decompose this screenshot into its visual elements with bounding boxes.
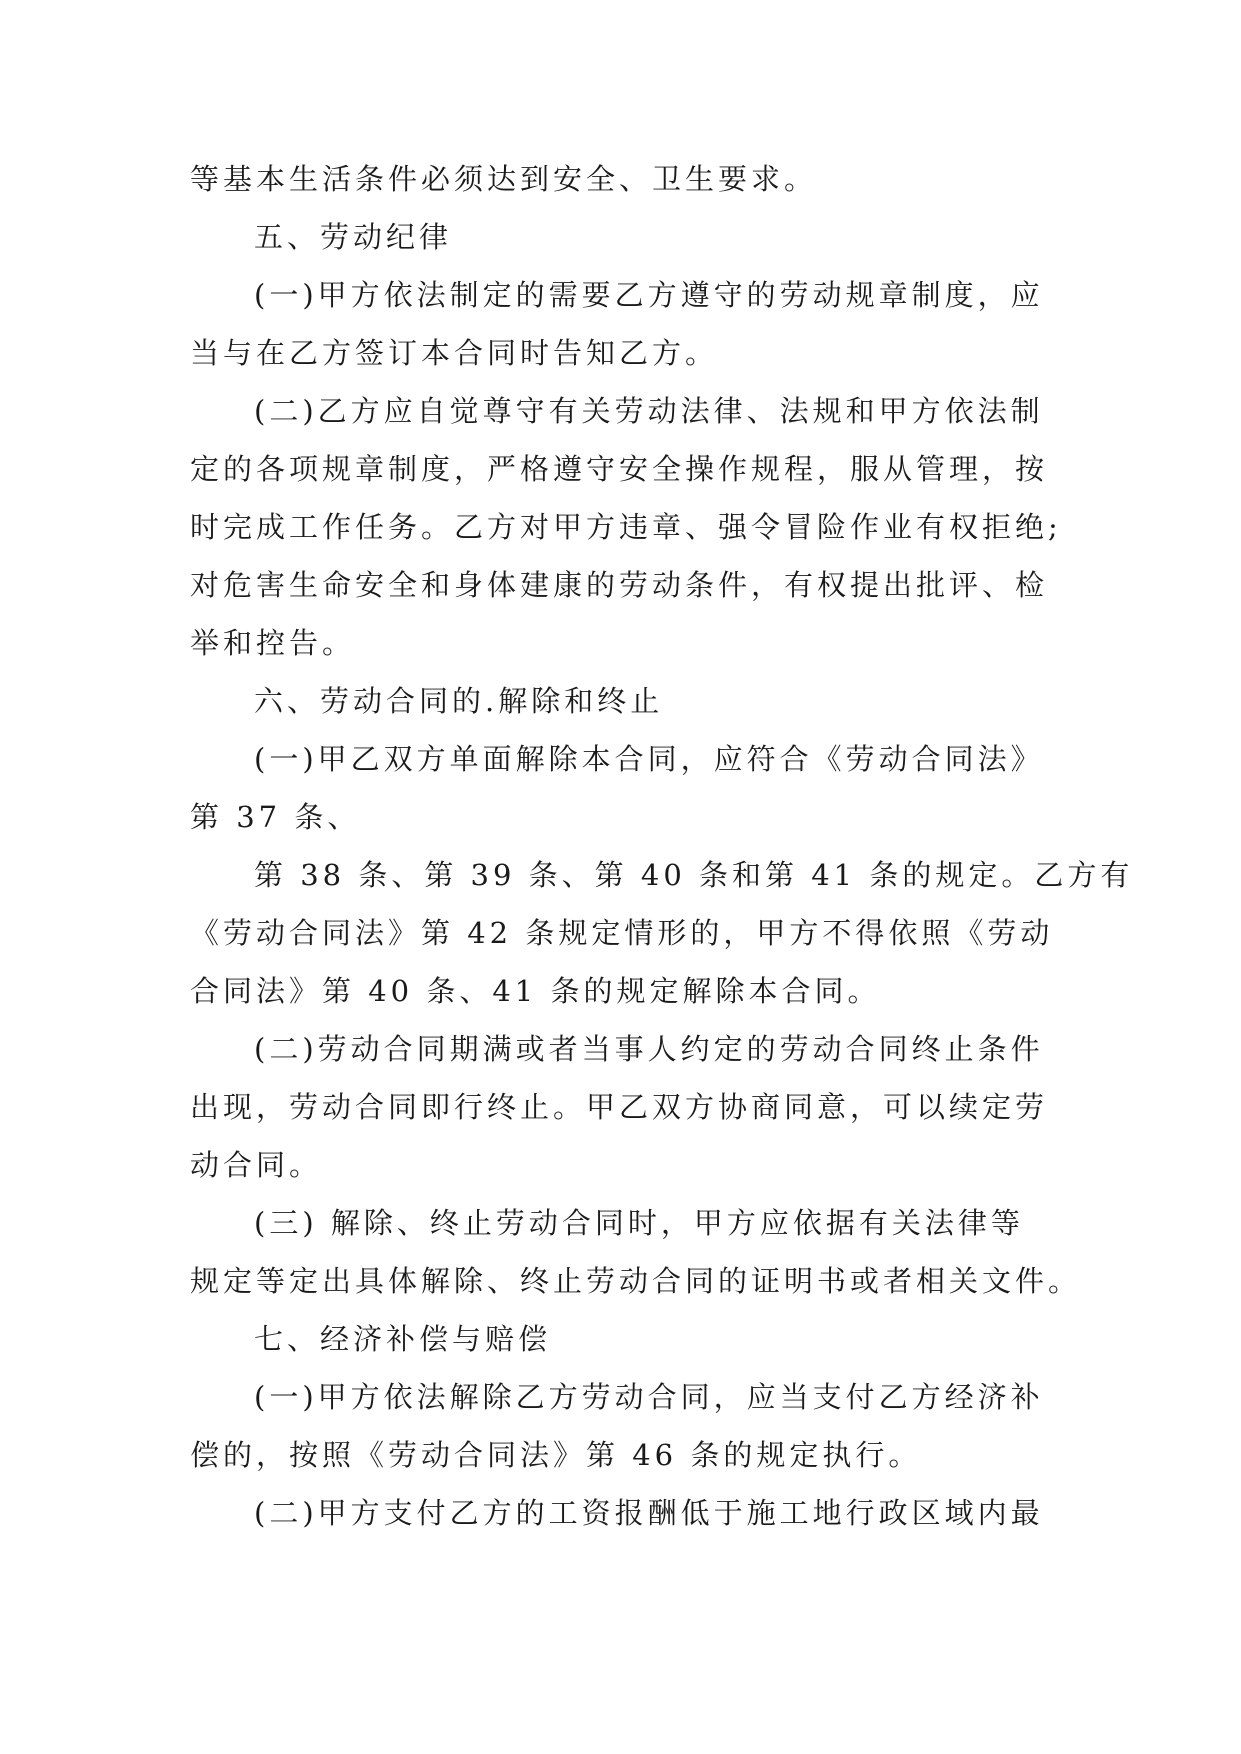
text-line: 偿的，按照《劳动合同法》第 46 条的规定执行。 — [190, 1438, 922, 1472]
text-line: 当与在乙方签订本合同时告知乙方。 — [190, 336, 719, 370]
section-heading: 七、经济补偿与赔偿 — [254, 1322, 552, 1356]
text-line: (二)劳动合同期满或者当事人约定的劳动合同终止条件 — [254, 1032, 1044, 1066]
text-line: 等基本生活条件必须达到安全、卫生要求。 — [190, 162, 818, 196]
section-heading: 五、劳动纪律 — [254, 220, 453, 254]
text-line: 定的各项规章制度，严格遵守安全操作规程，服从管理，按 — [190, 452, 1049, 486]
text-line: (一)甲乙双方单面解除本合同，应符合《劳动合同法》 — [254, 742, 1044, 776]
text-line: (一)甲方依法解除乙方劳动合同，应当支付乙方经济补 — [254, 1380, 1044, 1414]
text-line: (一)甲方依法制定的需要乙方遵守的劳动规章制度，应 — [254, 278, 1044, 312]
text-line: 出现，劳动合同即行终止。甲乙双方协商同意，可以续定劳 — [190, 1090, 1049, 1124]
text-line: 动合同。 — [190, 1148, 323, 1182]
text-line: 对危害生命安全和身体建康的劳动条件，有权提出批评、检 — [190, 568, 1049, 602]
text-line: 《劳动合同法》第 42 条规定情形的，甲方不得依照《劳动 — [190, 916, 1054, 950]
text-line: (二)甲方支付乙方的工资报酬低于施工地行政区域内最 — [254, 1496, 1044, 1530]
text-line: (二)乙方应自觉尊守有关劳动法律、法规和甲方依法制 — [254, 394, 1044, 428]
text-line: (三) 解除、终止劳动合同时，甲方应依据有关法律等 — [254, 1206, 1024, 1240]
section-heading: 六、劳动合同的.解除和终止 — [254, 684, 664, 718]
text-line: 时完成工作任务。乙方对甲方违章、强令冒险作业有权拒绝; — [190, 510, 1062, 544]
document-body — [190, 150, 1134, 1542]
text-line: 规定等定出具体解除、终止劳动合同的证明书或者相关文件。 — [190, 1264, 1082, 1298]
text-line: 合同法》第 40 条、41 条的规定解除本合同。 — [190, 974, 881, 1008]
text-line: 举和控告。 — [190, 626, 356, 660]
text-line: 第 38 条、第 39 条、第 40 条和第 41 条的规定。乙方有 — [254, 858, 1134, 892]
text-line: 第 37 条、 — [190, 800, 361, 834]
